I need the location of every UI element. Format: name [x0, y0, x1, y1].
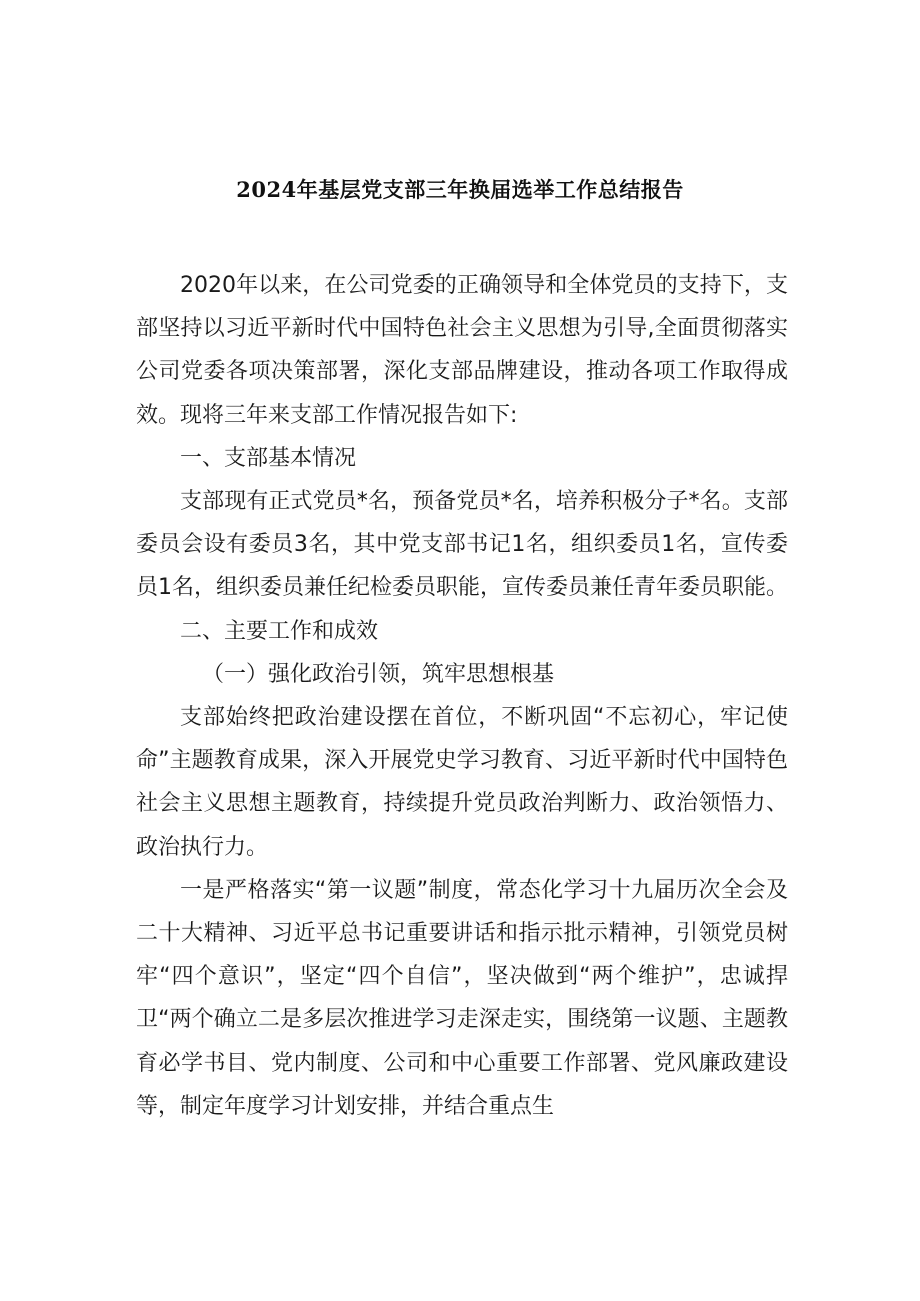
section-heading-basic-info: 一、支部基本情况: [180, 445, 357, 471]
intro-paragraph: 2020年以来，在公司党委的正确领导和全体党员的支持下，支部坚持以习近平新时代中国特色社会主义思想为引导,全面贯彻落实公司党委各项决策部署，深化支部品牌建设，推动各项工作取得成效。现将三年来支部工作情况报告如下:: [136, 273, 788, 428]
document-body: [136, 264, 788, 1128]
subsection-heading-political-guidance: （一）强化政治引领，筑牢思想根基: [202, 661, 555, 687]
document-title: 2024年基层党支部三年换届选举工作总结报告: [236, 177, 684, 202]
first-agenda-paragraph: 一是严格落实“第一议题”制度，常态化学习十九届历次全会及二十大精神、习近平总书记重要讲话和指示批示精神，引领党员树牢“四个意识”，坚定“四个自信”，坚决做到“两个维护”，忠诚捍卫“两个确立二是多层次推进学习走深走实，围绕第一议题、主题教育必学书目、党内制度、公司和中心重要工作部署、党风廉政建设等，制定年度学习计划安排，并结合重点生: [136, 877, 789, 1119]
political-guidance-paragraph: 支部始终把政治建设摆在首位，不断巩固“不忘初心，牢记使命”主题教育成果，深入开展党史学习教育、习近平新时代中国特色社会主义思想主题教育，持续提升党员政治判断力、政治领悟力、政治执行力。: [136, 705, 788, 860]
basic-info-paragraph: 支部现有正式党员*名，预备党员*名，培养积极分子*名。支部委员会设有委员3名，其中党支部书记1名，组织委员1名，宣传委员1名，组织委员兼任纪检委员职能，宣传委员兼任青年委员职能。: [136, 489, 788, 601]
section-heading-main-work: 二、主要工作和成效: [180, 618, 379, 644]
